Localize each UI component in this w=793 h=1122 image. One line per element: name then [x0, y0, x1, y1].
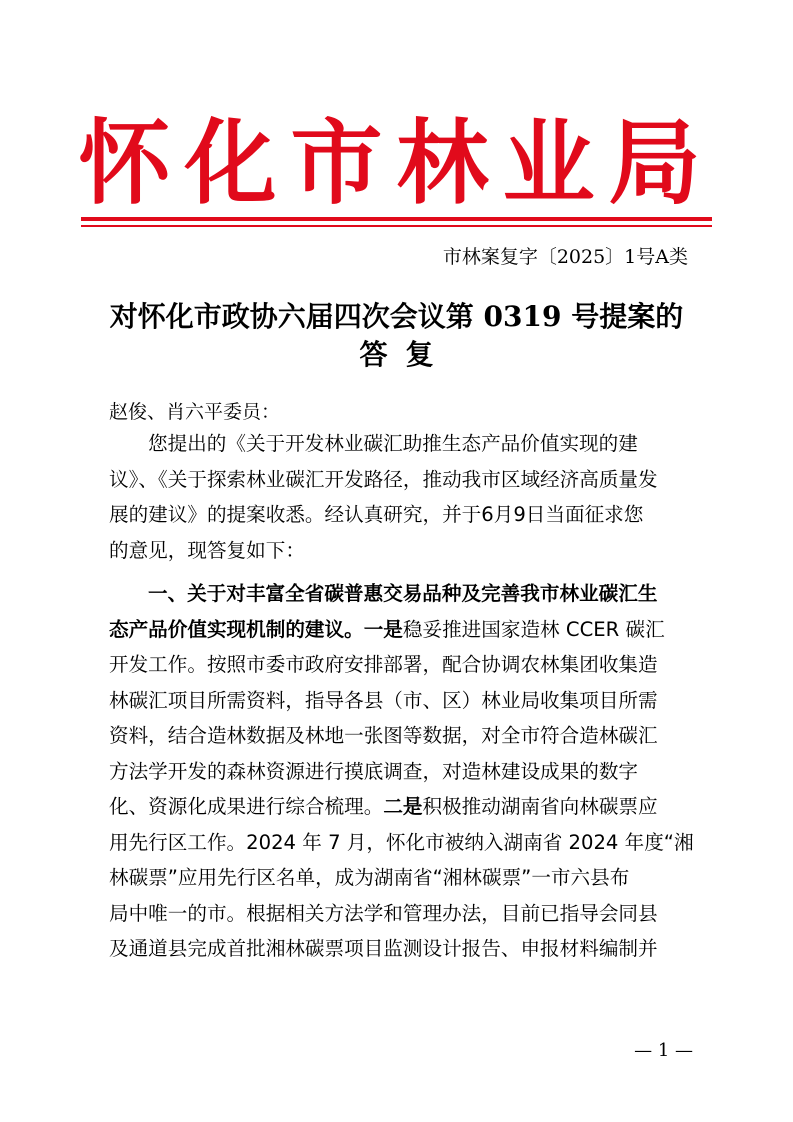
paragraph-text: 积极推动湖南省向林碳票应	[422, 795, 658, 818]
paragraph-line: 局中唯一的市。根据相关方法学和管理办法，目前已指导会同县	[109, 901, 658, 925]
section-heading-end: 态产品价值实现机制的建议。	[109, 617, 364, 641]
paragraph-line: 展的建议》的提案收悉。经认真研究，并于6月9日当面征求您	[109, 503, 644, 526]
reply-paragraph-1	[109, 576, 694, 967]
letterhead-title: 怀化市林业局	[78, 109, 715, 217]
document-number: 市林案复字〔2025〕1号A类	[442, 246, 688, 268]
document-title-line1: 对怀化市政协六届四次会议第 0319 号提案的	[109, 300, 684, 333]
intro-paragraph	[109, 426, 694, 568]
paragraph-line: 议》、《关于探索林业碳汇开发路径，推动我市区域经济高质量发	[109, 467, 658, 491]
letterhead-rule-thin	[81, 225, 712, 227]
section-heading: 一、关于对丰富全省碳普惠交易品种及完善我市林业碳汇生	[148, 582, 658, 605]
paragraph-line	[109, 789, 694, 825]
salutation: 赵俊、肖六平委员：	[109, 401, 281, 423]
paragraph-text: 化、资源化成果进行综合梳理。	[109, 795, 384, 818]
paragraph-line: 及通道县完成首批湘林碳票项目监测设计报告、申报材料编制并	[109, 937, 658, 960]
paragraph-line: 方法学开发的森林资源进行摸底调查，对造林建设成果的数字	[109, 759, 639, 783]
paragraph-line: 开发工作。按照市委市政府安排部署，配合协调农林集团收集造	[109, 653, 658, 676]
paragraph-line: 林碳汇项目所需资料，指导各县（市、区）林业局收集项目所需	[109, 688, 658, 712]
paragraph-line: 的意见，现答复如下：	[109, 538, 305, 562]
point-label: 二是	[383, 795, 423, 818]
paragraph-line	[109, 612, 694, 648]
page-number: — 1 —	[634, 1040, 693, 1061]
paragraph-line: 您提出的《关于开发林业碳汇助推生态产品价值实现的建	[148, 432, 638, 455]
document-title-line2: 答复	[359, 338, 452, 371]
paragraph-line: 资料，结合造林数据及林地一张图等数据，对全市符合造林碳汇	[109, 724, 658, 747]
point-label: 一是	[363, 617, 403, 641]
letterhead-rule-thick	[81, 217, 712, 221]
paragraph-line: 林碳票”应用先行区名单，成为湖南省“湘林碳票”一市六县布	[109, 866, 630, 889]
paragraph-text: 稳妥推进国家造林 CCER 碳汇	[402, 617, 665, 641]
paragraph-line: 用先行区工作。2024 年 7 月，怀化市被纳入湖南省 2024 年度“湘	[109, 830, 694, 854]
